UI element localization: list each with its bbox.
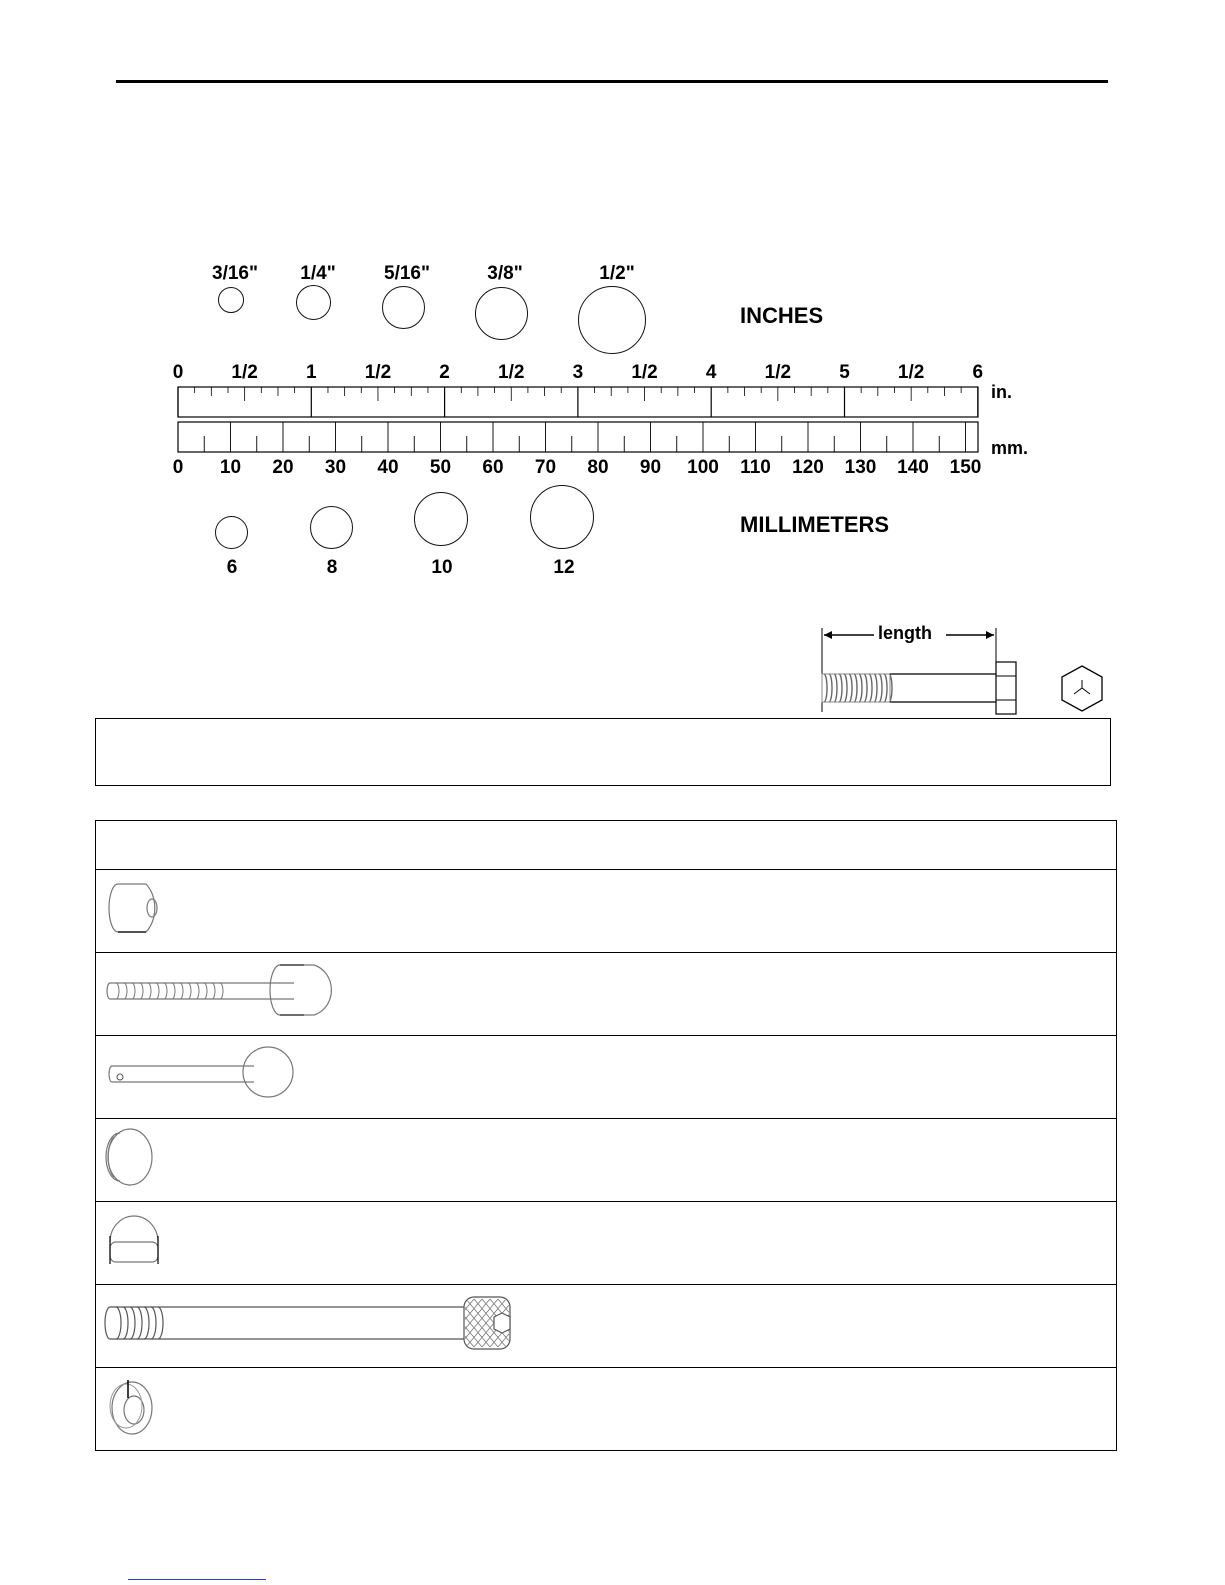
inch-tick-label: 0: [172, 362, 184, 383]
mm-circle-8: [310, 506, 353, 549]
inch-tick-label: 1: [306, 362, 317, 383]
inch-tick-label: 3: [572, 362, 584, 383]
mm-tick-label: 100: [687, 457, 719, 478]
mm-tick-label: 10: [219, 457, 242, 478]
parts-table: [95, 820, 1117, 1451]
bolt-length-diagram: [812, 620, 1112, 718]
acorn-cap-nut-icon: [104, 1206, 184, 1280]
inches-title: INCHES: [740, 303, 824, 328]
mm-circle-12: [530, 485, 594, 549]
parts-table-header-row: [96, 821, 1116, 869]
mm-tick-label: 30: [324, 457, 347, 478]
knurled-head-bolt-icon: [104, 1289, 544, 1363]
inch-tick-label: 1/2: [231, 362, 258, 383]
inch-tick-label: 6: [972, 362, 984, 383]
inch-circle-label-0: 3/16": [212, 263, 258, 284]
threaded-rod-with-cap-icon: [104, 957, 364, 1031]
mm-tick-label: 90: [639, 457, 662, 478]
hex-head-icon: [1062, 666, 1102, 711]
mm-circle-label-1: 8: [326, 557, 338, 578]
mm-tick-label: 130: [844, 457, 877, 478]
inch-tick-label: 1/2: [364, 362, 392, 383]
part-row-ball-pin: [96, 1035, 1116, 1118]
ball-pin-icon: [104, 1040, 324, 1114]
inch-tick-label: 1/2: [498, 362, 525, 383]
mm-tick-label: 70: [534, 457, 557, 478]
part-row-end-cap: [96, 1118, 1116, 1201]
mm-circle-label-2: 10: [431, 557, 453, 578]
mm-tick-label: 150: [949, 457, 982, 478]
inch-unit-label: in.: [991, 382, 1012, 402]
millimeters-title: MILLIMETERS: [740, 512, 890, 537]
inch-tick-label: 4: [705, 362, 717, 383]
lock-washer-icon: [104, 1372, 184, 1446]
inch-circle-label-1: 1/4": [300, 263, 336, 284]
mm-tick-label: 40: [377, 457, 399, 478]
end-cap-icon: [104, 1123, 184, 1197]
mm-circle-label-0: 6: [226, 557, 238, 578]
inch-circle-label-2: 5/16": [384, 263, 430, 284]
part-row-knurled-bolt: [96, 1284, 1116, 1367]
mm-tick-label: 60: [482, 457, 504, 478]
note-box: [95, 718, 1111, 786]
inch-tick-label: 1/2: [631, 362, 658, 383]
mm-circle-10: [414, 492, 468, 546]
footer-link-underline: [128, 1579, 266, 1580]
mm-tick-label: 20: [272, 457, 294, 478]
part-row-spacer: [96, 869, 1116, 952]
inch-tick-label: 5: [839, 362, 850, 383]
part-row-threaded-rod: [96, 952, 1116, 1035]
inch-circle-label-4: 1/2": [599, 263, 635, 284]
part-row-lock-washer: [96, 1367, 1116, 1450]
inch-circle-3-8: [475, 287, 528, 340]
mm-circle-6: [215, 516, 248, 549]
spacer-icon: [104, 874, 224, 948]
inch-circle-1-4: [296, 285, 331, 320]
mm-tick-label: 140: [897, 457, 929, 478]
inch-circle-3-16: [218, 287, 244, 313]
inch-tick-label: 2: [439, 362, 450, 383]
inch-circle-5-16: [382, 286, 425, 329]
mm-unit-label: mm.: [991, 438, 1029, 458]
mm-tick-label: 0: [172, 457, 184, 478]
mm-tick-label: 110: [740, 457, 771, 478]
mm-circle-label-3: 12: [553, 557, 575, 578]
inch-tick-label: 1/2: [897, 362, 925, 383]
mm-tick-label: 50: [429, 457, 452, 478]
inch-tick-label: 1/2: [764, 362, 792, 383]
inch-circle-1-2: [578, 286, 646, 354]
mm-tick-label: 120: [792, 457, 824, 478]
part-row-acorn-nut: [96, 1201, 1116, 1284]
mm-tick-label: 80: [587, 457, 609, 478]
header-rule: [116, 80, 1108, 83]
length-label: length: [878, 623, 932, 643]
inch-circle-label-3: 3/8": [487, 263, 523, 284]
